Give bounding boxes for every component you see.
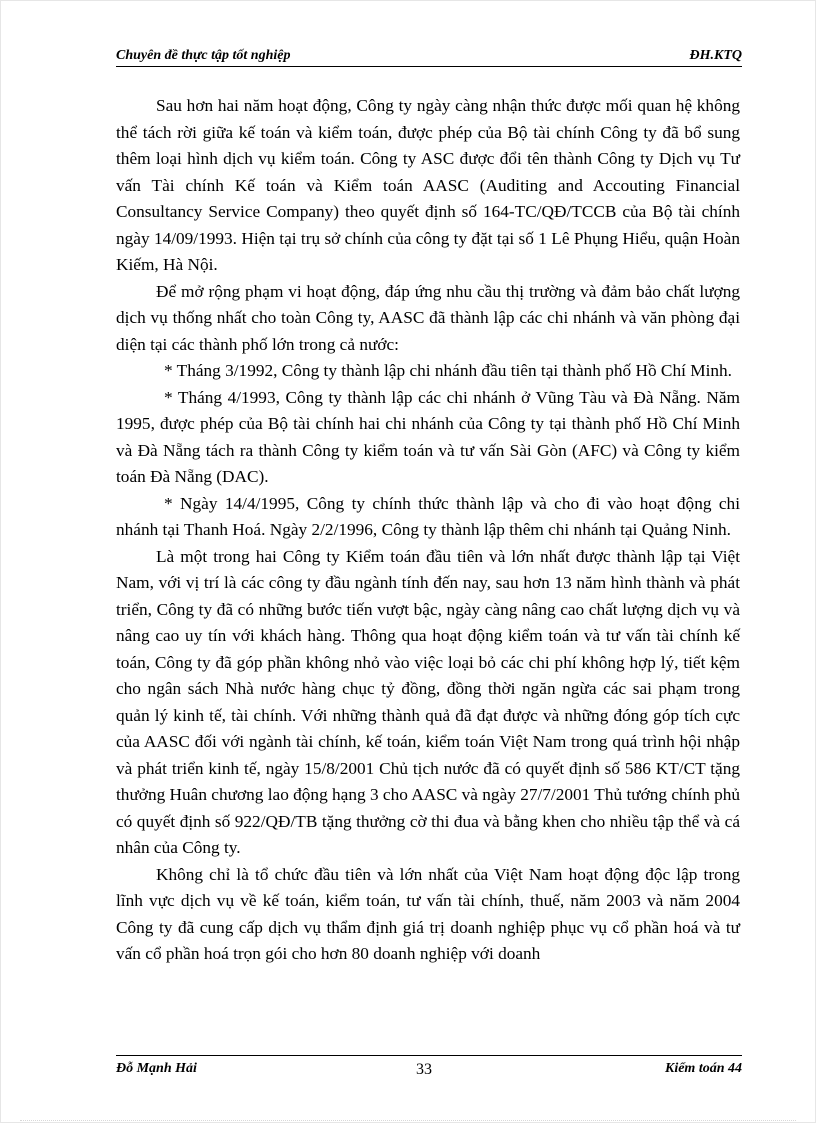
bullet-paragraph-1: * Tháng 3/1992, Công ty thành lập chi nhánh đầu tiên tại thành phố Hồ Chí Minh. — [164, 361, 732, 380]
bullet-paragraph-3: * Ngày 14/4/1995, Công ty chính thức thành lập và cho đi vào hoạt động chi nhánh tại Thanh Hoá. Ngày 2/2/1996, Công ty thành lập thêm chi nhánh tại Quảng Ninh. — [116, 493, 740, 539]
paragraph-1: Sau hơn hai năm hoạt động, Công ty ngày càng nhận thức được mối quan hệ không thể tách rời giữa kế toán và kiểm toán, được phép của Bộ tài chính Công ty đã bổ sung thêm loại hình dịch vụ kiểm toán. Công ty ASC được đổi tên thành Công ty Dịch vụ Tư vấn Tài chính Kế toán và Kiểm toán AASC (Auditing and Accouting Financial Consultancy Service Company) theo quyết định số 164-TC/QĐ/TCCB của Bộ tài chính ngày 14/09/1993. Hiện tại trụ sở chính của công ty đặt tại số 1 Lê Phụng Hiểu, quận Hoàn Kiếm, Hà Nội. — [116, 96, 740, 274]
paragraph-2: Để mở rộng phạm vi hoạt động, đáp ứng nhu cầu thị trường và đảm bảo chất lượng dịch vụ thống nhất cho toàn Công ty, AASC đã thành lập các chi nhánh và văn phòng đại diện tại các thành phố lớn trong cả nước: — [116, 281, 740, 354]
page-header — [116, 48, 742, 66]
page-bottom-dotted-line — [20, 1120, 796, 1121]
footer-course: Kiểm toán 44 — [664, 1061, 742, 1076]
header-code: ĐH.KTQ — [689, 48, 742, 63]
paragraph-4: Không chỉ là tổ chức đầu tiên và lớn nhất của Việt Nam hoạt động độc lập trong lĩnh vực dịch vụ về kế toán, kiểm toán, tư vấn tài chính, thuế, năm 2003 và năm 2004 Công ty đã cung cấp dịch vụ thẩm định giá trị doanh nghiệp phục vụ cổ phần hoá và tư vấn cổ phần hoá trọn gói cho hơn 80 doanh nghiệp với doanh — [116, 864, 740, 963]
bullet-paragraph-2: * Tháng 4/1993, Công ty thành lập các chi nhánh ở Vũng Tàu và Đà Nẵng. Năm 1995, được phép của Bộ tài chính hai chi nhánh của Công ty tại thành phố Hồ Chí Minh và Đà Nẵng tách ra thành Công ty kiểm toán và tư vấn Sài Gòn (AFC) và Công ty kiểm toán Đà Nẵng (DAC). — [116, 387, 740, 486]
footer-rule — [116, 1055, 742, 1056]
footer-author: Đỗ Mạnh Hải — [116, 1061, 197, 1076]
header-title: Chuyên đề thực tập tốt nghiệp — [116, 48, 291, 63]
header-rule — [116, 66, 742, 67]
page-footer — [116, 1061, 742, 1079]
page-number: 33 — [416, 1061, 432, 1078]
paragraph-3: Là một trong hai Công ty Kiểm toán đầu tiên và lớn nhất được thành lập tại Việt Nam, với vị trí là các công ty đầu ngành tính đến nay, sau hơn 13 năm hình thành và phát triển, Công ty đã có những bước tiến vượt bậc, ngày càng nâng cao chất lượng dịch vụ và nâng cao uy tín với khách hàng. Thông qua hoạt động kiểm toán và tư vấn tài chính kế toán, Công ty đã góp phần không nhỏ vào việc loại bỏ các chi phí không hợp lý, tiết kệm cho ngân sách Nhà nước hàng chục tỷ đồng, đồng thời ngăn ngừa các sai phạm trong quản lý kinh tế, tài chính. Với những thành quả đã đạt được và những đóng góp tích cực của AASC đối với ngành tài chính, kế toán, kiểm toán Việt Nam trong quá trình hội nhập và phát triển kinh tế, ngày 15/8/2001 Chủ tịch nước đã có quyết định số 586 KT/CT tặng thưởng Huân chương lao động hạng 3 cho AASC và ngày 27/7/2001 Thủ tướng chính phủ có quyết định số 922/QĐ/TB tặng thưởng cờ thi đua và bằng khen cho nhiều tập thể và cá nhân của Công ty. — [116, 546, 740, 857]
body-text — [116, 93, 740, 968]
